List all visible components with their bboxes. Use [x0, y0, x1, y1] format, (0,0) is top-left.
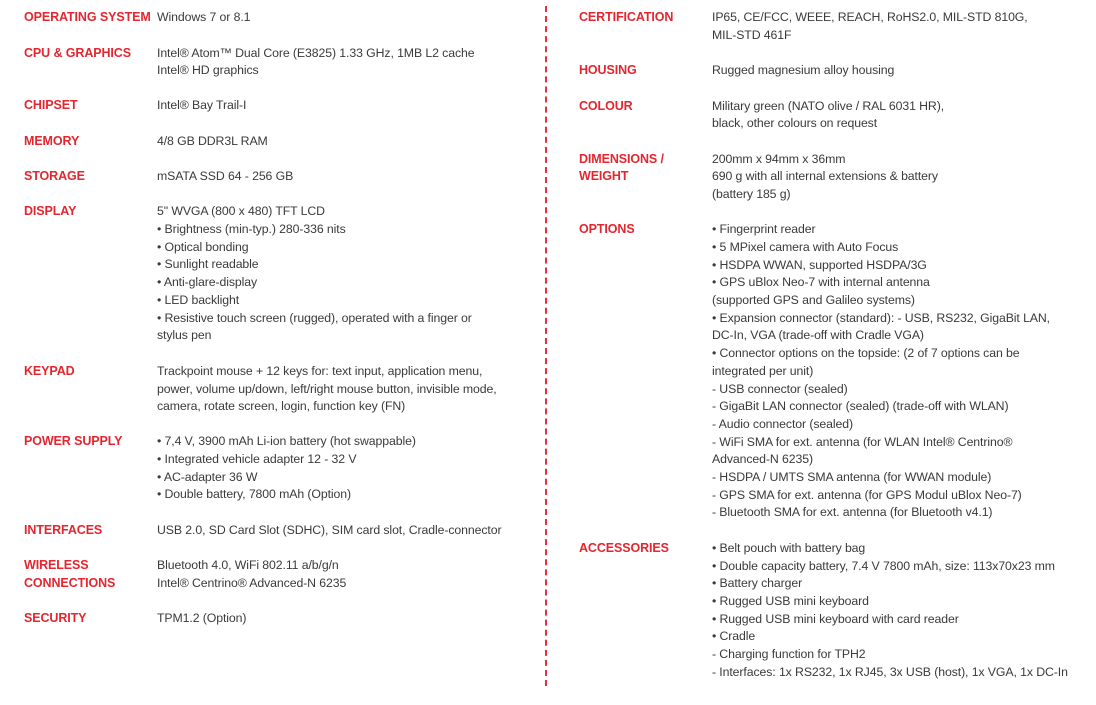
- spec-row: [579, 221, 1079, 522]
- spec-value-line: • HSDPA WWAN, supported HSDPA/3G: [712, 257, 927, 272]
- spec-value: [712, 151, 1067, 204]
- spec-value: [712, 9, 1067, 44]
- spec-value-line: • Brightness (min-typ.) 280-336 nits: [157, 222, 346, 237]
- spec-row: [24, 557, 524, 592]
- spec-value: [157, 97, 502, 115]
- spec-label: COLOUR: [579, 98, 633, 113]
- spec-label: OPTIONS: [579, 222, 635, 237]
- spec-row: [24, 45, 524, 80]
- spec-value-line: power, volume up/down, left/right mouse button, invisible mode,: [157, 381, 497, 396]
- spec-row: [579, 62, 1079, 80]
- spec-value: [157, 557, 502, 592]
- spec-row: [24, 97, 524, 115]
- spec-value: [157, 522, 502, 540]
- spec-value-line: camera, rotate screen, login, function key (FN): [157, 399, 406, 414]
- spec-row: [24, 433, 524, 504]
- spec-label: INTERFACES: [24, 522, 103, 537]
- spec-label: STORAGE: [24, 168, 85, 183]
- spec-value-line: 5" WVGA (800 x 480) TFT LCD: [157, 204, 325, 219]
- spec-value-line: • Sunlight readable: [157, 257, 259, 272]
- spec-value-line: MIL-STD 461F: [712, 27, 792, 42]
- spec-label: KEYPAD: [24, 363, 75, 378]
- spec-value-line: • Battery charger: [712, 576, 803, 591]
- spec-row: [24, 363, 524, 416]
- spec-value-line: • Double capacity battery, 7.4 V 7800 mAh, size: 113x70x23 mm: [712, 558, 1055, 573]
- spec-label: WIRELESS CONNECTIONS: [24, 558, 116, 590]
- spec-value: [157, 203, 502, 345]
- spec-label: HOUSING: [579, 63, 637, 78]
- spec-value-line: • 7,4 V, 3900 mAh Li-ion battery (hot swappable): [157, 434, 416, 449]
- spec-value-line: - Charging function for TPH2: [712, 647, 866, 662]
- spec-value-line: (battery 185 g): [712, 186, 791, 201]
- spec-value-line: • Connector options on the topside: (2 of 7 options can be: [712, 346, 1020, 361]
- spec-label: CHIPSET: [24, 98, 78, 113]
- spec-value-line: • Expansion connector (standard): - USB, RS232, GigaBit LAN,: [712, 310, 1051, 325]
- spec-value-line: integrated per unit): [712, 363, 814, 378]
- spec-value-line: - Audio connector (sealed): [712, 416, 853, 431]
- spec-label: CERTIFICATION: [579, 10, 674, 24]
- spec-value-line: Windows 7 or 8.1: [157, 10, 251, 24]
- spec-value-line: • Rugged USB mini keyboard with card reader: [712, 611, 959, 626]
- spec-value-line: • 5 MPixel camera with Auto Focus: [712, 239, 899, 254]
- spec-column-right: [579, 9, 1079, 681]
- spec-value-line: • Double battery, 7800 mAh (Option): [157, 487, 352, 502]
- spec-label: SECURITY: [24, 611, 87, 626]
- spec-value: [712, 221, 1067, 522]
- spec-value-line: - Interfaces: 1x RS232, 1x RJ45, 3x USB (host), 1x VGA, 1x DC-In: [712, 664, 1068, 679]
- spec-value-line: - USB connector (sealed): [712, 381, 848, 396]
- spec-row: [24, 133, 524, 151]
- spec-value-line: Intel® Centrino® Advanced-N 6235: [157, 575, 347, 590]
- spec-value-line: Advanced-N 6235): [712, 452, 813, 467]
- spec-row: [579, 540, 1079, 682]
- spec-column-left: [24, 9, 524, 628]
- spec-value-line: Intel® Atom™ Dual Core (E3825) 1.33 GHz, 1MB L2 cache: [157, 45, 475, 60]
- spec-value-line: Military green (NATO olive / RAL 6031 HR),: [712, 98, 945, 113]
- spec-row: [24, 610, 524, 628]
- spec-row: [24, 203, 524, 345]
- spec-value-line: • Rugged USB mini keyboard: [712, 593, 869, 608]
- spec-value-line: • Optical bonding: [157, 239, 249, 254]
- spec-row: [579, 9, 1079, 44]
- spec-value-line: stylus pen: [157, 328, 212, 343]
- spec-value: [157, 363, 502, 416]
- spec-value-line: • LED backlight: [157, 292, 240, 307]
- spec-value-line: black, other colours on request: [712, 116, 878, 131]
- spec-value-line: • Integrated vehicle adapter 12 - 32 V: [157, 452, 357, 466]
- spec-value-line: • Fingerprint reader: [712, 222, 816, 237]
- spec-row: [24, 9, 524, 27]
- spec-value: [157, 133, 502, 151]
- spec-value-line: DC-In, VGA (trade-off with Cradle VGA): [712, 328, 924, 343]
- spec-value-line: mSATA SSD 64 - 256 GB: [157, 168, 294, 183]
- column-divider: [545, 6, 547, 686]
- spec-value-line: • Cradle: [712, 629, 756, 644]
- spec-value: [157, 610, 502, 628]
- spec-value-line: • AC-adapter 36 W: [157, 469, 258, 484]
- spec-row: [24, 168, 524, 186]
- spec-row: [24, 522, 524, 540]
- spec-value-line: Intel® Bay Trail-I: [157, 98, 247, 113]
- spec-row: [579, 151, 1079, 204]
- spec-label: DIMENSIONS / WEIGHT: [579, 151, 664, 184]
- spec-value: [712, 540, 1067, 682]
- spec-value: [712, 62, 1067, 80]
- spec-value-line: - GPS SMA for ext. antenna (for GPS Modul uBlox Neo-7): [712, 487, 1022, 502]
- spec-value: [712, 98, 1067, 133]
- spec-value-line: Intel® HD graphics: [157, 63, 259, 78]
- spec-value-line: (supported GPS and Galileo systems): [712, 293, 915, 308]
- spec-value-line: 690 g with all internal extensions & battery: [712, 169, 938, 184]
- spec-value-line: 200mm x 94mm x 36mm: [712, 151, 846, 166]
- spec-value: [157, 433, 502, 504]
- spec-value-line: Rugged magnesium alloy housing: [712, 63, 895, 78]
- spec-value-line: - GigaBit LAN connector (sealed) (trade-off with WLAN): [712, 399, 1009, 414]
- spec-value-line: • Resistive touch screen (rugged), operated with a finger or: [157, 310, 472, 325]
- spec-label: OPERATING SYSTEM: [24, 10, 151, 24]
- spec-value: [157, 9, 502, 27]
- spec-label: MEMORY: [24, 133, 80, 148]
- spec-label: DISPLAY: [24, 204, 77, 219]
- spec-label: CPU & GRAPHICS: [24, 45, 131, 60]
- spec-value-line: Bluetooth 4.0, WiFi 802.11 a/b/g/n: [157, 558, 339, 573]
- spec-label: ACCESSORIES: [579, 540, 669, 555]
- spec-value-line: IP65, CE/FCC, WEEE, REACH, RoHS2.0, MIL-STD 810G,: [712, 10, 1028, 24]
- spec-row: [579, 98, 1079, 133]
- spec-label: POWER SUPPLY: [24, 434, 123, 449]
- spec-value-line: • Anti-glare-display: [157, 275, 258, 290]
- spec-value-line: - Bluetooth SMA for ext. antenna (for Bluetooth v4.1): [712, 505, 993, 520]
- spec-value-line: - WiFi SMA for ext. antenna (for WLAN Intel® Centrino®: [712, 434, 1013, 449]
- spec-value: [157, 45, 502, 80]
- spec-value-line: 4/8 GB DDR3L RAM: [157, 133, 268, 148]
- spec-value-line: - HSDPA / UMTS SMA antenna (for WWAN module): [712, 470, 992, 485]
- spec-value-line: TPM1.2 (Option): [157, 611, 247, 626]
- spec-value: [157, 168, 502, 186]
- spec-value-line: USB 2.0, SD Card Slot (SDHC), SIM card slot, Cradle-connector: [157, 522, 502, 537]
- spec-value-line: • GPS uBlox Neo-7 with internal antenna: [712, 275, 930, 290]
- spec-value-line: • Belt pouch with battery bag: [712, 540, 866, 555]
- spec-value-line: Trackpoint mouse + 12 keys for: text input, application menu,: [157, 363, 483, 378]
